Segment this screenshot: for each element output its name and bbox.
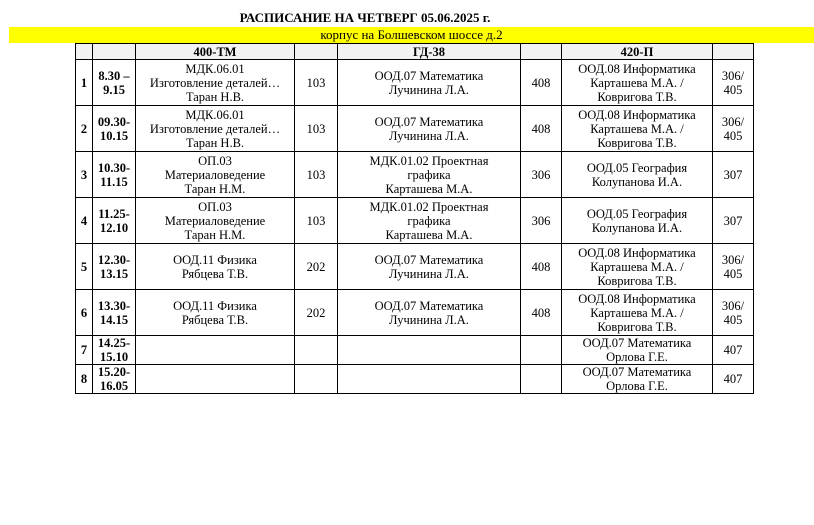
group-header-400tm: 400-ТМ [136, 44, 295, 60]
room-cell-gd38-line: 408 [531, 305, 551, 320]
lesson-time-line: 10.30- [97, 160, 131, 175]
table-row [76, 106, 754, 152]
table-row [76, 152, 754, 198]
room-cell-400tm-line: 103 [306, 213, 326, 228]
subject-cell-420p-line: ООД.08 Информатика [578, 107, 696, 122]
subject-cell-420p-line: ООД.08 Информатика [578, 291, 696, 306]
room-cell-420p-line: 306/ [721, 114, 745, 129]
table-row [76, 60, 754, 106]
room-cell-gd38 [521, 244, 562, 290]
lesson-time-line: 14.15 [99, 312, 129, 327]
subject-cell-420p [562, 106, 713, 152]
lesson-number: 3 [76, 152, 93, 198]
header-room-cell [295, 44, 338, 60]
subject-cell-400tm-line: ОП.03 [198, 153, 232, 168]
room-cell-gd38 [521, 198, 562, 244]
subject-cell-420p [562, 60, 713, 106]
lesson-number: 1 [76, 60, 93, 106]
subject-cell-400tm-line: Таран Н.В. [185, 135, 245, 150]
lesson-time-line: 8.30 – [98, 68, 130, 83]
schedule-body [76, 60, 754, 394]
lesson-time [93, 106, 136, 152]
subject-cell-400tm-line: ООД.11 Физика [173, 298, 257, 313]
subject-cell-420p-line: ООД.07 Математика [582, 336, 692, 350]
schedule-table [75, 43, 754, 394]
subject-cell-gd38-line: Лучинина Л.А. [389, 128, 469, 143]
subject-cell-420p-line: Орлова Г.Е. [606, 350, 668, 364]
subject-cell-420p-line: ООД.05 География [586, 206, 688, 221]
group-header-420p: 420-П [562, 44, 713, 60]
room-cell-400tm-line: 202 [306, 305, 326, 320]
header-time-cell [93, 44, 136, 60]
room-cell-420p-line: 405 [723, 82, 743, 97]
room-cell-420p [713, 106, 754, 152]
subject-cell-gd38-line: МДК.01.02 Проектная [369, 153, 489, 168]
room-cell-gd38 [521, 106, 562, 152]
lesson-time [93, 365, 136, 394]
lesson-time [93, 336, 136, 365]
lesson-time-line: 10.15 [99, 128, 129, 143]
subject-cell-gd38-line: ООД.07 Математика [374, 68, 484, 83]
lesson-number: 6 [76, 290, 93, 336]
room-cell-420p-line: 306/ [721, 252, 745, 267]
subject-cell-gd38 [338, 152, 521, 198]
subject-cell-400tm [136, 198, 295, 244]
subject-cell-420p-line: Орлова Г.Е. [606, 379, 668, 393]
lesson-time-line: 15.20- [97, 365, 131, 379]
subject-cell-gd38-line: Карташева М.А. [385, 227, 473, 242]
room-cell-400tm [295, 244, 338, 290]
subject-cell-420p [562, 198, 713, 244]
lesson-time-line: 15.10 [99, 350, 129, 364]
room-cell-400tm [295, 152, 338, 198]
lesson-time [93, 290, 136, 336]
header-row [76, 44, 754, 60]
subject-cell-420p-line: ООД.07 Математика [582, 365, 692, 379]
subject-cell-400tm-line: Рябцева Т.В. [181, 312, 249, 327]
room-cell-420p-line: 405 [723, 266, 743, 281]
subject-cell-420p-line: Ковригова Т.В. [597, 319, 677, 334]
subject-cell-420p-line: Ковригова Т.В. [597, 89, 677, 104]
room-cell-420p [713, 60, 754, 106]
lesson-time-line: 14.25- [97, 336, 131, 350]
lesson-number: 5 [76, 244, 93, 290]
room-cell-420p-line: 407 [723, 343, 743, 357]
room-cell-400tm-line: 202 [306, 259, 326, 274]
room-cell-gd38-line: 408 [531, 259, 551, 274]
room-cell-400tm-line: 103 [306, 75, 326, 90]
room-cell-400tm-line: 103 [306, 167, 326, 182]
subject-cell-400tm [136, 290, 295, 336]
subject-cell-420p-line: Ковригова Т.В. [597, 273, 677, 288]
lesson-time-line: 11.15 [100, 174, 128, 189]
subject-cell-gd38 [338, 290, 521, 336]
room-cell-420p-line: 306/ [721, 68, 745, 83]
subject-cell-400tm-line: Материаловедение [164, 167, 266, 182]
subject-cell-gd38 [338, 244, 521, 290]
table-row [76, 244, 754, 290]
table-row [76, 365, 754, 394]
subject-cell-gd38 [338, 336, 521, 365]
lesson-time-line: 12.30- [97, 252, 131, 267]
subject-cell-420p-line: Карташева М.А. / [590, 75, 684, 90]
subject-cell-400tm-line: Таран Н.В. [185, 89, 245, 104]
lesson-time-line: 9.15 [103, 82, 125, 97]
subject-cell-400tm-line: Таран Н.М. [184, 181, 246, 196]
subject-cell-420p-line: Ковригова Т.В. [597, 135, 677, 150]
subject-cell-420p [562, 336, 713, 365]
lesson-time-line: 13.30- [97, 298, 131, 313]
room-cell-gd38-line: 408 [531, 121, 551, 136]
subject-cell-400tm [136, 244, 295, 290]
room-cell-420p [713, 244, 754, 290]
room-cell-400tm [295, 198, 338, 244]
lesson-number: 2 [76, 106, 93, 152]
room-cell-400tm-line: 103 [306, 121, 326, 136]
subject-cell-gd38 [338, 60, 521, 106]
lesson-number: 8 [76, 365, 93, 394]
subject-cell-400tm-line: Таран Н.М. [184, 227, 246, 242]
lesson-time [93, 152, 136, 198]
subject-cell-420p-line: Карташева М.А. / [590, 259, 684, 274]
subject-cell-420p [562, 365, 713, 394]
subject-cell-400tm-line: Изготовление деталей… [149, 121, 281, 136]
room-cell-400tm [295, 336, 338, 365]
table-row [76, 290, 754, 336]
subject-cell-gd38-line: Лучинина Л.А. [389, 82, 469, 97]
lesson-time-line: 11.25- [98, 206, 130, 221]
subject-cell-420p-line: Карташева М.А. / [590, 305, 684, 320]
lesson-number: 4 [76, 198, 93, 244]
subject-cell-400tm-line: ООД.11 Физика [173, 252, 257, 267]
subject-cell-400tm [136, 336, 295, 365]
subject-cell-gd38-line: ООД.07 Математика [374, 114, 484, 129]
room-cell-420p [713, 290, 754, 336]
subject-cell-gd38-line: МДК.01.02 Проектная [369, 199, 489, 214]
subject-cell-420p-line: ООД.05 География [586, 160, 688, 175]
room-cell-gd38 [521, 365, 562, 394]
header-room-cell [521, 44, 562, 60]
room-cell-400tm [295, 290, 338, 336]
subject-cell-gd38-line: графика [407, 213, 451, 228]
room-cell-gd38 [521, 60, 562, 106]
subject-cell-400tm-line: Изготовление деталей… [149, 75, 281, 90]
subject-cell-420p [562, 290, 713, 336]
lesson-time-line: 13.15 [99, 266, 129, 281]
group-header-gd38: ГД-38 [338, 44, 521, 60]
subject-cell-400tm-line: МДК.06.01 [185, 61, 245, 76]
subject-cell-gd38-line: Лучинина Л.А. [389, 312, 469, 327]
subject-cell-gd38-line: графика [407, 167, 451, 182]
header-num-cell [76, 44, 93, 60]
subject-cell-420p [562, 244, 713, 290]
lesson-time [93, 198, 136, 244]
room-cell-gd38-line: 306 [531, 167, 551, 182]
subject-cell-400tm [136, 152, 295, 198]
subject-cell-400tm-line: Рябцева Т.В. [181, 266, 249, 281]
subject-cell-420p-line: Колупанова И.А. [591, 220, 683, 235]
subject-cell-400tm [136, 106, 295, 152]
page-title: РАСПИСАНИЕ НА ЧЕТВЕРГ 05.06.2025 г. [239, 10, 491, 25]
subject-cell-gd38 [338, 198, 521, 244]
subject-cell-400tm [136, 60, 295, 106]
subject-cell-gd38 [338, 106, 521, 152]
subject-cell-gd38-line: ООД.07 Математика [374, 252, 484, 267]
subject-cell-gd38-line: ООД.07 Математика [374, 298, 484, 313]
subject-cell-420p-line: Карташева М.А. / [590, 121, 684, 136]
subject-cell-420p [562, 152, 713, 198]
subject-cell-400tm [136, 365, 295, 394]
room-cell-420p-line: 407 [723, 372, 743, 386]
room-cell-400tm [295, 60, 338, 106]
subject-cell-420p-line: ООД.08 Информатика [578, 61, 696, 76]
lesson-time-line: 16.05 [99, 379, 129, 393]
table-row [76, 198, 754, 244]
room-cell-420p [713, 365, 754, 394]
room-cell-gd38-line: 306 [531, 213, 551, 228]
room-cell-420p-line: 306/ [721, 298, 745, 313]
subject-cell-420p-line: Колупанова И.А. [591, 174, 683, 189]
header-room-cell [713, 44, 754, 60]
room-cell-420p [713, 198, 754, 244]
subject-cell-gd38-line: Лучинина Л.А. [389, 266, 469, 281]
lesson-time [93, 60, 136, 106]
subject-cell-400tm-line: Материаловедение [164, 213, 266, 228]
subject-cell-420p-line: ООД.08 Информатика [578, 245, 696, 260]
room-cell-400tm [295, 106, 338, 152]
subject-cell-gd38-line: Карташева М.А. [385, 181, 473, 196]
lesson-time-line: 09.30- [97, 114, 131, 129]
building-subtitle: корпус на Болшевском шоссе д.2 [9, 27, 814, 43]
room-cell-gd38 [521, 336, 562, 365]
room-cell-420p-line: 405 [723, 312, 743, 327]
room-cell-420p [713, 152, 754, 198]
table-row [76, 336, 754, 365]
room-cell-gd38 [521, 290, 562, 336]
room-cell-420p-line: 307 [723, 167, 743, 182]
room-cell-gd38-line: 408 [531, 75, 551, 90]
room-cell-400tm [295, 365, 338, 394]
lesson-time [93, 244, 136, 290]
lesson-number: 7 [76, 336, 93, 365]
room-cell-420p [713, 336, 754, 365]
room-cell-gd38 [521, 152, 562, 198]
subject-cell-400tm-line: МДК.06.01 [185, 107, 245, 122]
subject-cell-gd38 [338, 365, 521, 394]
lesson-time-line: 12.10 [99, 220, 129, 235]
room-cell-420p-line: 307 [723, 213, 743, 228]
room-cell-420p-line: 405 [723, 128, 743, 143]
subject-cell-400tm-line: ОП.03 [198, 199, 232, 214]
